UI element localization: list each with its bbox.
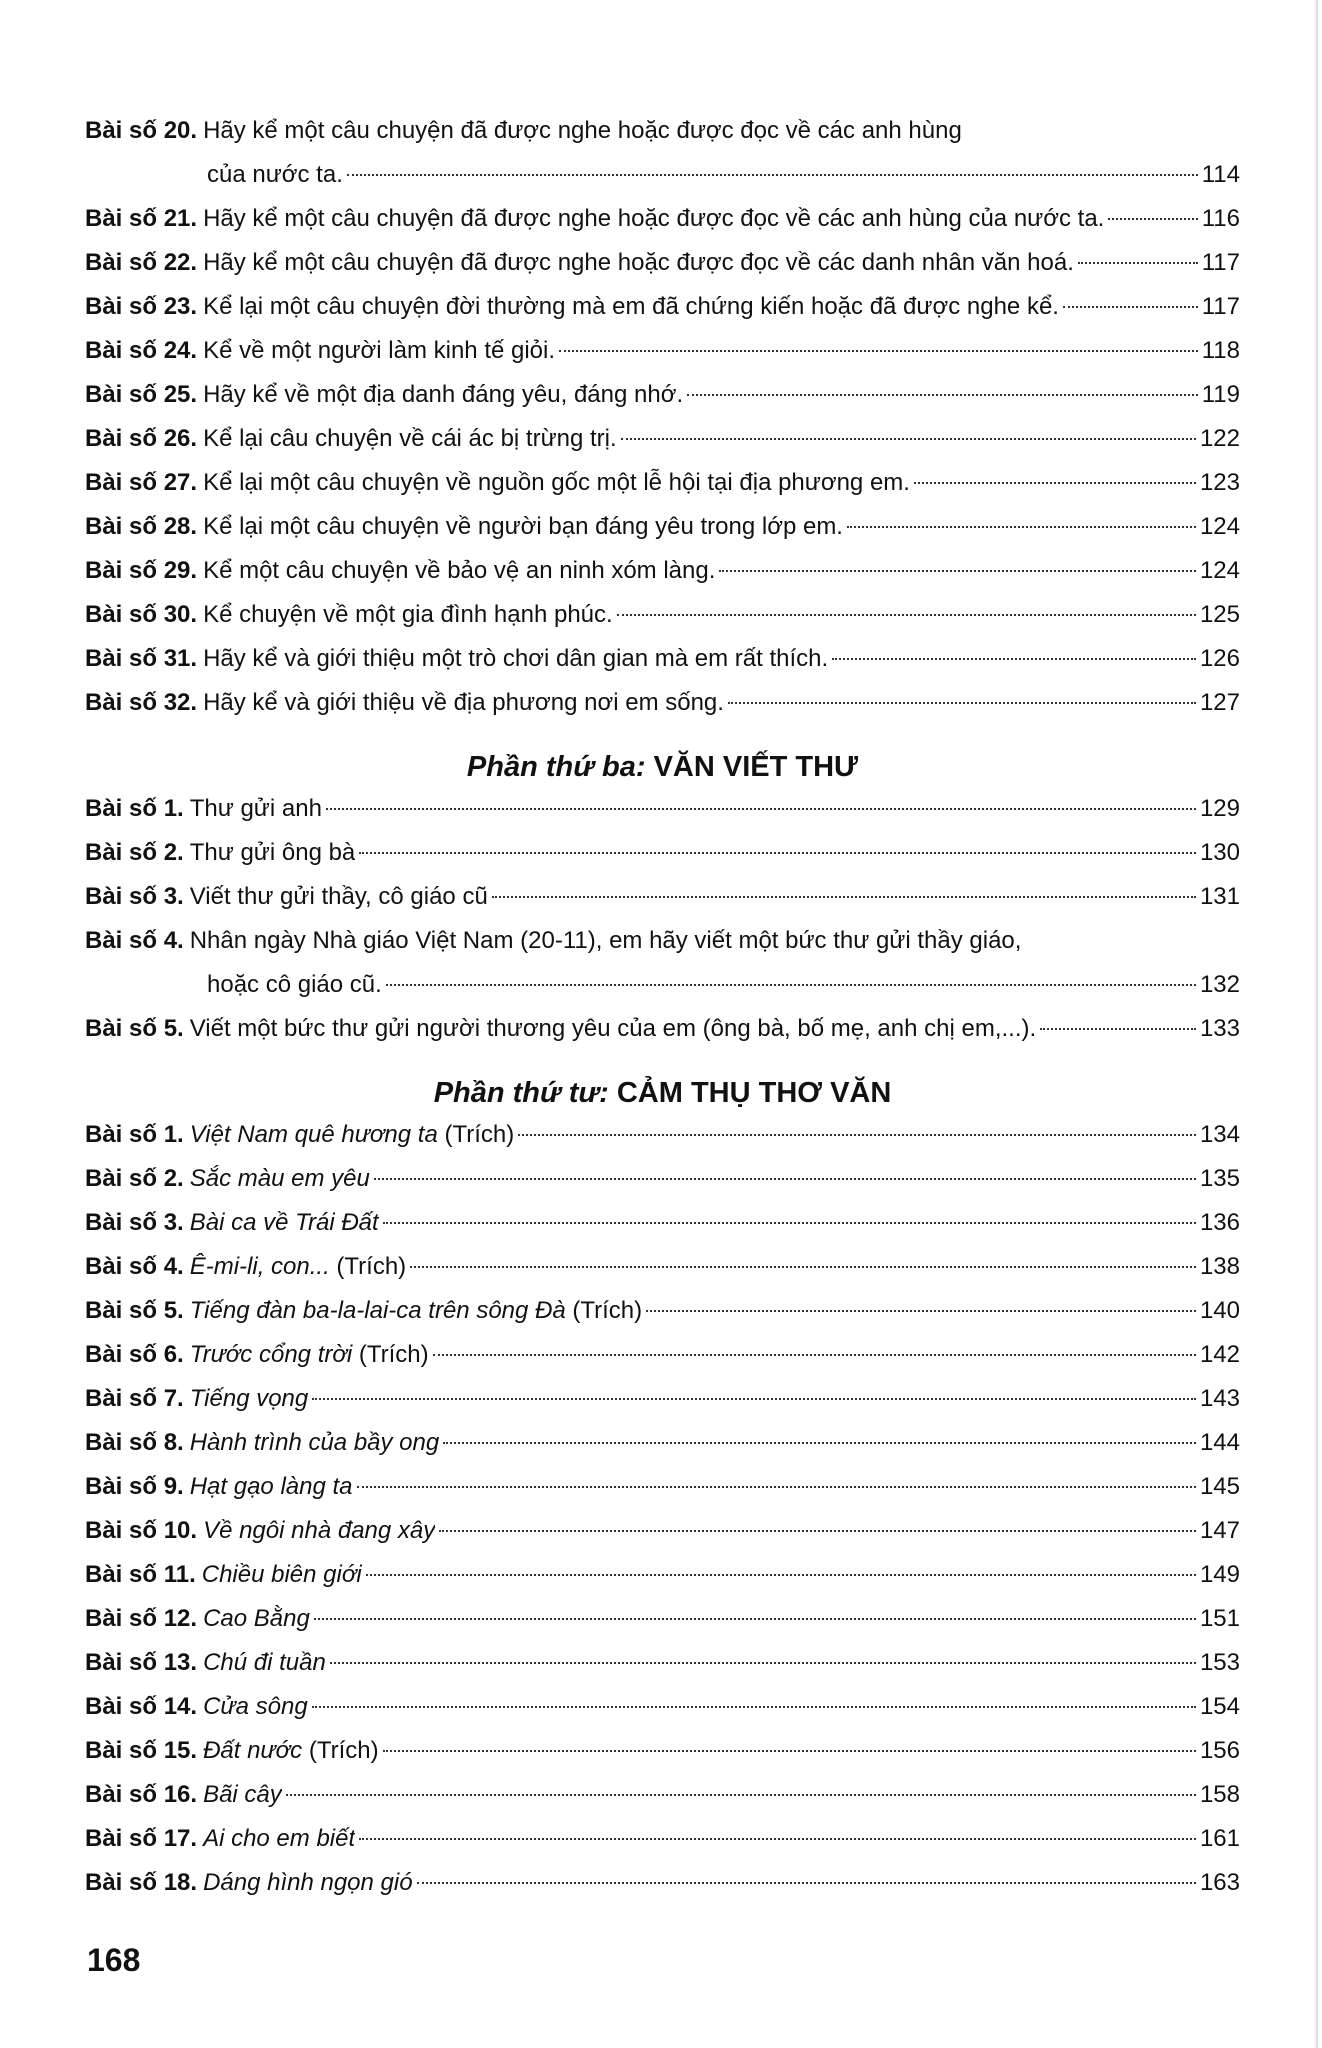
entry-title-italic: Bãi cây — [203, 1781, 282, 1808]
entry-title-italic: Chiều biên giới — [201, 1561, 362, 1588]
entry-page: 118 — [1201, 337, 1240, 364]
entry-title-italic: Ai cho em biết — [203, 1825, 356, 1852]
leader-dots — [728, 702, 1196, 704]
leader-dots — [330, 1662, 1196, 1664]
toc-entry — [85, 1780, 1240, 1824]
entry-title-italic: Trước cổng trời — [189, 1341, 353, 1368]
toc-entry — [85, 1868, 1240, 1912]
entry-page: 117 — [1201, 249, 1240, 276]
entry-number: Bài số 9. — [85, 1473, 184, 1500]
entry-number: Bài số 1. — [85, 1121, 184, 1148]
entry-page: 124 — [1199, 513, 1240, 540]
entry-title-italic: Dáng hình ngọn gió — [203, 1869, 413, 1896]
toc-entry — [85, 512, 1240, 556]
entry-title — [184, 1340, 429, 1370]
entry-page: 119 — [1201, 381, 1240, 408]
entry-title: Kể một câu chuyện về bảo vệ an ninh xóm làng. — [203, 557, 716, 584]
entry-title: Hãy kể và giới thiệu về địa phương nơi em sống. — [203, 689, 724, 716]
entry-number: Bài số 7. — [85, 1385, 184, 1412]
entry-title — [196, 1560, 362, 1590]
entry-title: Kể lại câu chuyện về cái ác bị trừng trị. — [203, 425, 617, 452]
section-prefix: Phần thứ tư: — [433, 1077, 609, 1109]
entry-number: Bài số 4. — [85, 927, 184, 954]
entry-page: 153 — [1199, 1649, 1240, 1676]
entry-number: Bài số 30. — [85, 601, 198, 628]
toc-entry — [85, 1208, 1240, 1252]
page-edge-shadow — [1314, 0, 1318, 2048]
entry-number: Bài số 14. — [85, 1693, 198, 1720]
entry-title — [197, 1824, 355, 1854]
leader-dots — [383, 1750, 1196, 1752]
entry-number: Bài số 1. — [85, 795, 184, 822]
entry-title: Hãy kể và giới thiệu một trò chơi dân gian mà em rất thích. — [203, 645, 829, 672]
entry-title-suffix: (Trích) — [302, 1737, 379, 1764]
toc-entry — [85, 556, 1240, 600]
entry-number: Bài số 11. — [85, 1561, 196, 1588]
leader-dots — [559, 350, 1198, 352]
entry-number: Bài số 13. — [85, 1649, 198, 1676]
toc-entry — [85, 1340, 1240, 1384]
entry-title — [197, 1692, 308, 1722]
toc-entry — [85, 882, 1240, 926]
entry-number: Bài số 26. — [85, 425, 198, 452]
toc-entry-line — [85, 160, 1240, 190]
leader-dots — [410, 1266, 1196, 1268]
entry-title-suffix: (Trích) — [329, 1253, 407, 1280]
entry-page: 138 — [1199, 1253, 1240, 1280]
leader-dots — [687, 394, 1198, 396]
toc-entry — [85, 1014, 1240, 1058]
entry-title: Hãy kể một câu chuyện đã được nghe hoặc được đọc về các danh nhân văn hoá. — [203, 249, 1074, 276]
entry-title: Kể lại một câu chuyện đời thường mà em đã chứng kiến hoặc đã được nghe kể. — [203, 293, 1059, 320]
entry-page: 161 — [1199, 1825, 1240, 1852]
entry-number: Bài số 5. — [85, 1297, 184, 1324]
leader-dots — [359, 852, 1196, 854]
toc-entry — [85, 688, 1240, 732]
leader-dots — [492, 896, 1196, 898]
entry-title — [184, 1428, 440, 1458]
section-heading-part-three — [85, 742, 1240, 792]
entry-title — [197, 1604, 310, 1634]
entry-page: 126 — [1199, 645, 1240, 672]
entry-title-suffix: (Trích) — [437, 1121, 515, 1148]
leader-dots — [314, 1618, 1196, 1620]
toc-entry-line — [85, 116, 1240, 160]
entry-number: Bài số 24. — [85, 337, 198, 364]
entry-number: Bài số 23. — [85, 293, 198, 320]
leader-dots — [326, 808, 1196, 810]
toc-part-two-list — [85, 116, 1240, 732]
entry-title-italic: Về ngôi nhà đang xây — [203, 1517, 436, 1544]
entry-page: 145 — [1199, 1473, 1240, 1500]
entry-number: Bài số 2. — [85, 1165, 184, 1192]
toc-entry — [85, 336, 1240, 380]
toc-entry — [85, 1296, 1240, 1340]
entry-number: Bài số 31. — [85, 645, 198, 672]
toc-entry — [85, 468, 1240, 512]
toc-entry — [85, 838, 1240, 882]
entry-title-italic: Việt Nam quê hương ta — [189, 1121, 438, 1148]
entry-title — [197, 1648, 326, 1678]
entry-title-italic: Tiếng vọng — [189, 1385, 309, 1412]
entry-page: 149 — [1199, 1561, 1240, 1588]
entry-number: Bài số 3. — [85, 1209, 184, 1236]
toc-entry — [85, 380, 1240, 424]
entry-number: Bài số 28. — [85, 513, 198, 540]
entry-title: Hãy kể một câu chuyện đã được nghe hoặc được đọc về các anh hùng của nước ta. — [203, 205, 1105, 232]
entry-title: Kể chuyện về một gia đình hạnh phúc. — [203, 601, 613, 628]
leader-dots — [646, 1310, 1196, 1312]
entry-title-italic: Ê-mi-li, con... — [189, 1253, 330, 1280]
entry-page: 143 — [1199, 1385, 1240, 1412]
entry-title — [197, 1736, 379, 1766]
page-number: 168 — [87, 1942, 141, 1978]
entry-page: 123 — [1199, 469, 1240, 496]
toc-entry — [85, 644, 1240, 688]
leader-dots — [443, 1442, 1196, 1444]
leader-dots — [312, 1398, 1196, 1400]
toc-entry — [85, 1428, 1240, 1472]
toc-entry — [85, 292, 1240, 336]
toc-entry — [85, 1384, 1240, 1428]
entry-page: 114 — [1201, 161, 1240, 188]
entry-page: 131 — [1199, 883, 1240, 910]
entry-title-continued: hoặc cô giáo cũ. — [207, 971, 382, 998]
entry-title — [184, 1472, 353, 1502]
entry-title-italic: Sắc màu em yêu — [189, 1165, 370, 1192]
entry-page: 158 — [1199, 1781, 1240, 1808]
entry-number: Bài số 12. — [85, 1605, 198, 1632]
entry-page: 117 — [1201, 293, 1240, 320]
entry-title-italic: Hành trình của bầy ong — [189, 1429, 440, 1456]
leader-dots — [383, 1222, 1196, 1224]
entry-title-italic: Hạt gạo làng ta — [189, 1473, 353, 1500]
leader-dots — [1040, 1028, 1196, 1030]
entry-title — [197, 1780, 282, 1810]
entry-page: 134 — [1199, 1121, 1240, 1148]
entry-page: 142 — [1199, 1341, 1240, 1368]
toc-part-four-list — [85, 1120, 1240, 1912]
leader-dots — [286, 1794, 1196, 1796]
entry-title-italic: Chú đi tuần — [203, 1649, 326, 1676]
entry-page: 144 — [1199, 1429, 1240, 1456]
entry-number: Bài số 15. — [85, 1737, 198, 1764]
toc-entry — [85, 1120, 1240, 1164]
entry-title: Hãy kể một câu chuyện đã được nghe hoặc được đọc về các anh hùng — [203, 117, 962, 144]
toc-entry — [85, 248, 1240, 292]
toc-entry — [85, 1252, 1240, 1296]
entry-number: Bài số 16. — [85, 1781, 198, 1808]
entry-page: 133 — [1199, 1015, 1240, 1042]
toc-entry — [85, 424, 1240, 468]
entry-page: 151 — [1199, 1605, 1240, 1632]
leader-dots — [617, 614, 1196, 616]
entry-number: Bài số 3. — [85, 883, 184, 910]
entry-title — [184, 1208, 379, 1238]
entry-number: Bài số 29. — [85, 557, 198, 584]
section-prefix: Phần thứ ba: — [466, 751, 646, 783]
entry-title-suffix: (Trích) — [565, 1297, 643, 1324]
entry-title-suffix: (Trích) — [352, 1341, 429, 1368]
toc-entry — [85, 1824, 1240, 1868]
toc-entry-line — [85, 970, 1240, 1000]
toc-entry — [85, 1648, 1240, 1692]
entry-page: 156 — [1199, 1737, 1240, 1764]
entry-number: Bài số 20. — [85, 117, 198, 144]
entry-title — [197, 1868, 413, 1898]
entry-number: Bài số 4. — [85, 1253, 184, 1280]
leader-dots — [621, 438, 1196, 440]
toc-entry-line — [85, 926, 1240, 970]
entry-page: 124 — [1199, 557, 1240, 584]
leader-dots — [347, 174, 1198, 176]
entry-title-italic: Tiếng đàn ba-la-lai-ca trên sông Đà — [189, 1297, 566, 1324]
leader-dots — [439, 1530, 1196, 1532]
entry-number: Bài số 10. — [85, 1517, 198, 1544]
toc-part-three-list — [85, 794, 1240, 1058]
leader-dots — [312, 1706, 1196, 1708]
entry-title — [184, 1252, 406, 1282]
entry-number: Bài số 27. — [85, 469, 198, 496]
entry-title-italic: Đất nước — [203, 1737, 303, 1764]
entry-title — [184, 1120, 515, 1150]
leader-dots — [366, 1574, 1196, 1576]
entry-number: Bài số 6. — [85, 1341, 184, 1368]
entry-title-italic: Cao Bằng — [203, 1605, 310, 1632]
entry-title — [197, 1516, 435, 1546]
toc-entry — [85, 1692, 1240, 1736]
entry-number: Bài số 8. — [85, 1429, 184, 1456]
entry-title-continued: của nước ta. — [207, 161, 343, 188]
entry-title-italic: Bài ca về Trái Đất — [189, 1209, 379, 1236]
toc-entry — [85, 926, 1240, 1000]
entry-title-italic: Cửa sông — [203, 1693, 308, 1720]
leader-dots — [518, 1134, 1196, 1136]
entry-title: Kể về một người làm kinh tế giỏi. — [203, 337, 556, 364]
entry-title: Nhân ngày Nhà giáo Việt Nam (20-11), em hãy viết một bức thư gửi thầy giáo, — [189, 927, 1022, 954]
entry-title: Thư gửi anh — [189, 795, 322, 822]
toc-entry — [85, 204, 1240, 248]
entry-number: Bài số 32. — [85, 689, 198, 716]
entry-title: Kể lại một câu chuyện về người bạn đáng yêu trong lớp em. — [203, 513, 843, 540]
entry-page: 122 — [1199, 425, 1240, 452]
entry-title: Viết một bức thư gửi người thương yêu của em (ông bà, bố mẹ, anh chị em,...). — [189, 1015, 1037, 1042]
leader-dots — [1063, 306, 1198, 308]
toc-entry — [85, 794, 1240, 838]
toc-entry — [85, 1560, 1240, 1604]
entry-number: Bài số 22. — [85, 249, 198, 276]
table-of-contents — [85, 116, 1240, 1912]
entry-title — [184, 1296, 642, 1326]
leader-dots — [359, 1838, 1196, 1840]
leader-dots — [1078, 262, 1198, 264]
entry-page: 116 — [1201, 205, 1240, 232]
entry-title: Kể lại một câu chuyện về nguồn gốc một lễ hội tại địa phương em. — [203, 469, 910, 496]
toc-entry — [85, 1164, 1240, 1208]
entry-number: Bài số 21. — [85, 205, 198, 232]
section-heading-part-four — [85, 1068, 1240, 1118]
entry-title: Thư gửi ông bà — [189, 839, 356, 866]
entry-title: Viết thư gửi thầy, cô giáo cũ — [189, 883, 488, 910]
entry-page: 136 — [1199, 1209, 1240, 1236]
entry-number: Bài số 25. — [85, 381, 198, 408]
toc-entry — [85, 600, 1240, 644]
entry-page: 140 — [1199, 1297, 1240, 1324]
entry-page: 129 — [1199, 795, 1240, 822]
entry-number: Bài số 17. — [85, 1825, 198, 1852]
leader-dots — [914, 482, 1196, 484]
entry-page: 147 — [1199, 1517, 1240, 1544]
toc-entry — [85, 1472, 1240, 1516]
section-title: CẢM THỤ THƠ VĂN — [616, 1077, 892, 1109]
leader-dots — [357, 1486, 1196, 1488]
section-title: VĂN VIẾT THƯ — [653, 751, 859, 783]
entry-page: 130 — [1199, 839, 1240, 866]
leader-dots — [719, 570, 1196, 572]
leader-dots — [417, 1882, 1196, 1884]
leader-dots — [433, 1354, 1196, 1356]
entry-number: Bài số 5. — [85, 1015, 184, 1042]
toc-entry — [85, 1604, 1240, 1648]
entry-page: 132 — [1199, 971, 1240, 998]
entry-number: Bài số 2. — [85, 839, 184, 866]
entry-page: 125 — [1199, 601, 1240, 628]
entry-page: 154 — [1199, 1693, 1240, 1720]
entry-title — [184, 1384, 309, 1414]
entry-page: 135 — [1199, 1165, 1240, 1192]
entry-page: 163 — [1199, 1869, 1240, 1896]
entry-title — [184, 1164, 370, 1194]
toc-entry — [85, 1736, 1240, 1780]
leader-dots — [374, 1178, 1196, 1180]
leader-dots — [832, 658, 1196, 660]
leader-dots — [847, 526, 1196, 528]
leader-dots — [386, 984, 1196, 986]
entry-number: Bài số 18. — [85, 1869, 198, 1896]
toc-entry — [85, 116, 1240, 190]
entry-title: Hãy kể về một địa danh đáng yêu, đáng nhớ. — [203, 381, 684, 408]
toc-entry — [85, 1516, 1240, 1560]
leader-dots — [1108, 218, 1197, 220]
entry-page: 127 — [1199, 689, 1240, 716]
